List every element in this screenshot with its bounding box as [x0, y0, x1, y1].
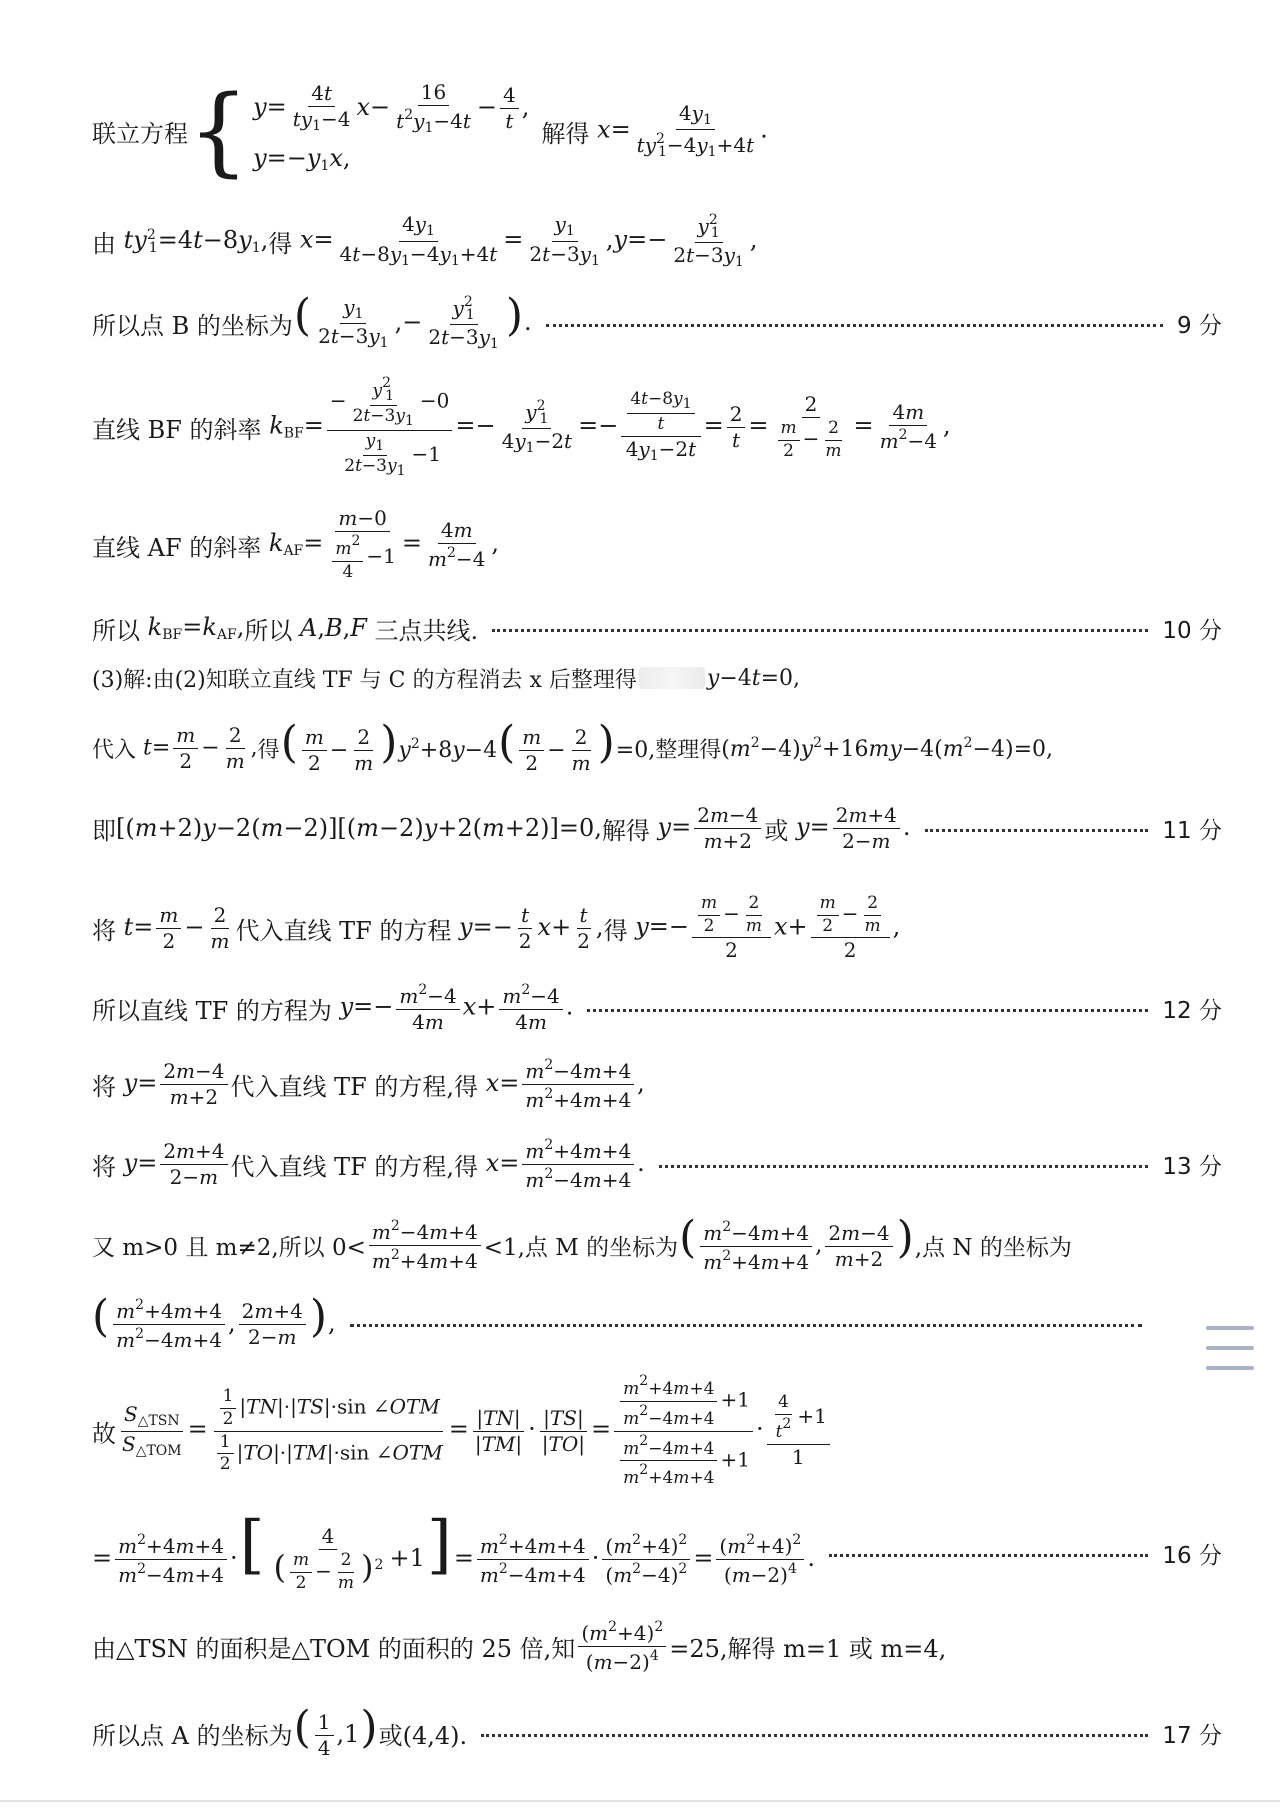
slope-equal: $k_{BF}=k_{AF}$, [147, 613, 245, 643]
point-m-coords: ( $\frac{m^2-4m+4}{m^2+4m+4}$ , $\frac{2m-4}{m+2}$ ) [679, 1212, 914, 1274]
label-get: 得 [257, 737, 280, 763]
point-n-coords: ( $\frac{m^2+4m+4}{m^2-4m+4}$ , $\frac{2m+4}{2-m}$ ), [92, 1290, 336, 1352]
equation-system [253, 81, 529, 182]
brace-symbol: { [188, 75, 250, 187]
dot-leader [587, 1009, 1148, 1012]
label-substitute: 代入 [92, 737, 137, 763]
label-slope-af: 直线 AF 的斜率 [92, 533, 262, 562]
label-solved: 解得 [541, 119, 590, 148]
label-slope-bf: 直线 BF 的斜率 [92, 415, 262, 444]
text-so-1: 所以 [92, 616, 140, 645]
line-solve-m [92, 1616, 1222, 1676]
y-value-1: y= $\frac{2m-4}{m+2}$ [116, 1060, 231, 1109]
text-m-result: =25,解得 m=1 或 m=4, [669, 1634, 947, 1663]
label-simplify: 整理得 [655, 737, 722, 763]
label-therefore: 故 [92, 1419, 116, 1448]
text-so-2: 所以 [244, 616, 293, 645]
root-1: y= $\frac{2m-4}{m+2}$ [650, 804, 765, 853]
score-10: 10 分 [1162, 617, 1222, 644]
label-ie: 即 [92, 816, 116, 845]
blurred-region [639, 667, 705, 689]
simplified-eq: $(m^2-4)y^2+16my-4(m^2-4)=0$, [721, 734, 1053, 762]
line-system [92, 76, 1222, 186]
slope-bf-expr: $k_{BF}=$ − $\frac{y^2_1}{2t-3y_1}$ −0 $\frac{y_1}{2t-3y_1}$ −1 =− $\frac{y^2_1}{4y_1-2t}$ =− $\frac{\frac{4t-8y_1}{t}}{4y_1-2t}$ = $\frac{2}{t}$ = 2 $\frac{m}{2}$ − $\frac{2}{m}$ = $\frac{4m}{m^2-4}$ , [269, 374, 951, 480]
factored-eq: [(m+2)y−2(m−2)][(m−2)y+2(m+2)]=0, [116, 814, 602, 842]
ratio-frac: $\frac{m^2-4m+4}{m^2+4m+4}$ [366, 1218, 484, 1273]
line-slope-af [92, 502, 1222, 588]
label-put: 将 [92, 1072, 116, 1101]
score-13: 13 分 [1162, 1153, 1222, 1180]
label-get: 得 [603, 916, 628, 945]
part3-eq-tail: y−4t=0, [706, 665, 801, 691]
solution-x: x= $\frac{4y_1}{ty^2_1-4y_1+4t}$ . [597, 100, 768, 160]
label-put: 将 [92, 1152, 116, 1181]
line-tf-sub [92, 880, 1222, 976]
text-m-condition: 又 m>0 且 m≠2,所以 0< [92, 1234, 366, 1261]
score-12: 12 分 [1162, 997, 1222, 1024]
system-eq-2: $y=-y_1x$, [253, 143, 351, 174]
score-9: 9 分 [1177, 312, 1222, 339]
menu-icon[interactable] [1206, 1326, 1254, 1370]
line-collinear [92, 608, 1222, 648]
dot-leader [481, 1734, 1148, 1737]
coord-eq: x= $\frac{4y_1}{4t-8y_1-4y_1+4t}$ = $\frac{y_1}{2t-3y_1}$ ,y=− $\frac{y^2_1}{2t-3y_1}$ , [299, 211, 758, 270]
text-part3: (3)解:由(2)知联立直线 TF 与 C 的方程消去 x 后整理得 [92, 667, 637, 693]
dot-leader [546, 324, 1163, 327]
point-a-coords-2: 或(4,4). [378, 1721, 468, 1750]
score-16: 16 分 [1162, 1542, 1222, 1569]
substituted-eq: ( $\frac{m}{2}$ − $\frac{2}{m}$ )$y^2+8y-4$( $\frac{m}{2}$ − $\frac{2}{m}$ )=0, [280, 716, 656, 776]
line-area-simplify [92, 1507, 1222, 1596]
dot-leader [829, 1554, 1148, 1557]
x-value-2: x= $\frac{m^2+4m+4}{m^2-4m+4}$ . [485, 1136, 645, 1192]
text-sub-tf: 代入直线 TF 的方程 [235, 916, 452, 945]
label-put: 将 [92, 916, 116, 945]
text-point-n: ,点 N 的坐标为 [914, 1234, 1072, 1261]
text-tf-eq: 所以直线 TF 的方程为 [92, 996, 332, 1025]
text-sub-tf: 代入直线 TF 的方程,得 [230, 1152, 479, 1181]
line-mn-coords [92, 1212, 1222, 1278]
label-or: 或 [764, 816, 789, 845]
t-definition-2: t= $\frac{m}{2}$ − $\frac{2}{m}$ [123, 902, 230, 953]
line-area-ratio [92, 1372, 1222, 1490]
t-definition: t= $\frac{m}{2}$ − $\frac{2}{m}$ , [143, 722, 258, 773]
tf-general: y=− $\frac{t}{2}$ x+ $\frac{t}{2}$ , [459, 902, 604, 953]
line-part3 [92, 658, 1222, 698]
label-get: 得 [268, 229, 293, 258]
y-value-2: y= $\frac{2m+4}{2-m}$ [116, 1140, 231, 1189]
root-2: y= $\frac{2m+4}{2-m}$ . [796, 802, 911, 853]
line-factor [92, 796, 1222, 860]
point-b-coords: ( $\frac{y_1}{2t-3y_1}$ ,− $\frac{y^2_1}{2t-3y_1}$ ). [293, 289, 532, 353]
points-abf: A,B,F [299, 614, 367, 642]
x-value-1: x= $\frac{m^2-4m+4}{m^2+4m+4}$ , [485, 1056, 645, 1112]
tf-substituted: y=− $\frac{m}{2}$ − $\frac{2}{m}$ 2 x+ $\frac{m}{2}$ − $\frac{2}{m}$ 2 , [635, 892, 901, 963]
dot-leader [492, 629, 1148, 632]
text-collinear: 三点共线. [374, 616, 479, 645]
line-tf-eq [92, 976, 1222, 1040]
area-simplify-expr: = $\frac{m^2+4m+4}{m^2-4m+4}$ ·[ 4 ( $\frac{m}{2}$ − $\frac{2}{m}$ )$^2$ +1]= $\frac{m^2+4m+4}{m^2-4m+4}$ · $\frac{(m^2+4)^2}{(m^2-4)^2}$ = $\frac{(m^2+4)^2}{(m-2)^4}$ . [92, 1507, 815, 1593]
dot-leader [659, 1165, 1149, 1168]
line-n-coords [92, 1290, 1222, 1356]
slope-af-expr: $k_{AF}=$ m−0 $\frac{m^2}{4}$ −1 = $\frac{4m}{m^2-4}$ , [268, 506, 500, 582]
text-point-m: <1,点 M 的坐标为 [483, 1234, 679, 1261]
label-solved: 解得 [601, 816, 650, 845]
score-11: 11 分 [1162, 817, 1222, 844]
area-ratio-value: $\frac{(m^2+4)^2}{(m-2)^4}$ [575, 1619, 669, 1674]
text-point-a: 所以点 A 的坐标为 [92, 1721, 293, 1750]
label-system: 联立方程 [92, 119, 188, 148]
dot-leader [925, 829, 1149, 832]
bottom-divider [0, 1800, 1280, 1802]
line-substitution [92, 210, 1222, 272]
label-by: 由 [92, 229, 116, 258]
line-point-a [92, 1700, 1222, 1766]
text-sub-tf: 代入直线 TF 的方程,得 [230, 1072, 479, 1101]
line-point-n-x [92, 1132, 1222, 1196]
score-17: 17 分 [1162, 1722, 1222, 1749]
line-point-m-x [92, 1052, 1222, 1116]
line-point-b [92, 290, 1222, 356]
system-eq-1: y= $\frac{4t}{ty_1-4}$ x− $\frac{16}{t^2y_1-4t}$ − $\frac{4}{t}$ , [253, 79, 530, 136]
line-substitute-t [92, 716, 1222, 780]
text-area-cond: 由△TSN 的面积是△TOM 的面积的 25 倍,知 [92, 1634, 576, 1663]
point-a-coords-1: ( $\frac{1}{4}$ ,1) [293, 1702, 378, 1760]
tf-equation: y=− $\frac{m^2-4}{4m}$ x+ $\frac{m^2-4}{4m}$ . [339, 982, 574, 1034]
line-slope-bf [92, 368, 1222, 486]
dot-leader [350, 1324, 1142, 1327]
text-point-b: 所以点 B 的坐标为 [92, 311, 293, 340]
condition-eq: $ty^2_1=4t-8y_1$, [123, 226, 269, 256]
area-ratio-expr: $\frac{S_{\triangle TSN}}{S_{\triangle TOM}}$ = $\frac{1}{2}$ |TN|·|TS|·sin ∠OTM $\frac{1}{2}$ |TO|·|TM|·sin ∠OTM = $\frac{|TN|}{|TM|}$ · $\frac{|TS|}{|TO|}$ = $\frac{m^2+4m+4}{m^2-4m+4}$ +1 $\frac{m^2-4m+4}{m^2+4m+4}$ +1 · $\frac{4}{t^2}$ +1 1 [116, 1373, 833, 1488]
